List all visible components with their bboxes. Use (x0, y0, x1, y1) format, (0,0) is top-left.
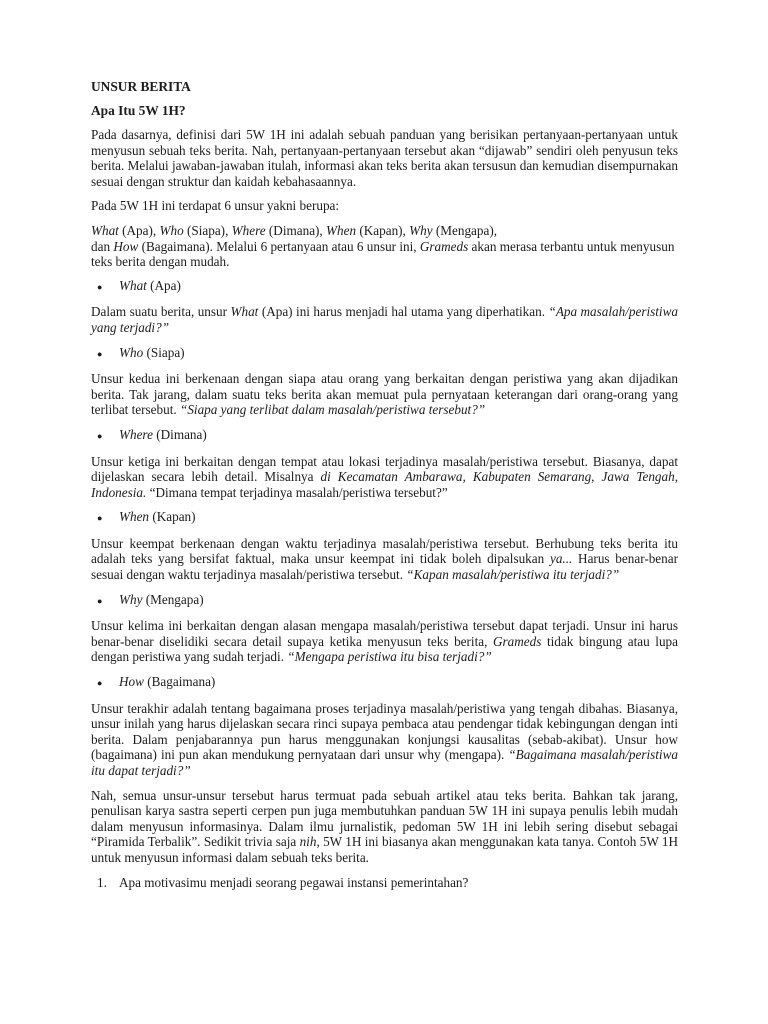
bullet-icon: ● (97, 281, 103, 292)
bullet-icon: ● (97, 513, 103, 524)
bullet-item-why: ● Why (Mengapa) (91, 592, 678, 610)
bullet-icon: ● (97, 678, 103, 689)
document-title: UNSUR BERITA (91, 79, 191, 94)
who-paragraph: Unsur kedua ini berkenaan dengan siapa atau orang yang berkaitan dengan peristiwa yang akan dijadikan berita. Tak jarang, dalam suatu teks berita akan memuat pula pernyataan keterangan dari orang-orang yang terlibat tersebut. “Siapa yang terlibat dalam masalah/peristiwa tersebut?” (91, 371, 678, 418)
closing-paragraph: Nah, semua unsur-unsur tersebut harus termuat pada sebuah artikel atau teks berita. Bahkan tak jarang, penulisan karya sastra seperti cerpen pun juga membutuhkan panduan 5W 1H ini supaya penulis lebih mudah dalam menyusun informasinya. Dalam ilmu jurnalistik, pedoman 5W 1H ini lebih sering disebut sebagai “Piramida Terbalik”. Sedikit trivia saja nih, 5W 1H ini biasanya akan menggunakan kata tanya. Contoh 5W 1H untuk menyusun informasi dalam sebuah teks berita. (91, 787, 678, 865)
term-grameds: Grameds (419, 238, 469, 254)
bullet-icon: ● (97, 348, 103, 359)
term-how: How (113, 238, 139, 254)
bullet-item-where: ● Where (Dimana) (91, 427, 678, 445)
term-where: Where (231, 222, 266, 238)
numbered-item-1: 1. Apa motivasimu menjadi seorang pegawai instansi pemerintahan? (97, 874, 469, 890)
what-paragraph: Dalam suatu berita, unsur What (Apa) ini harus menjadi hal utama yang diperhatikan. “Apa masalah/peristiwa yang terjadi?” (91, 304, 678, 335)
section-heading: Apa Itu 5W 1H? (91, 103, 186, 118)
term-why: Why (409, 222, 433, 238)
when-paragraph: Unsur keempat berkenaan dengan waktu terjadinya masalah/peristiwa tersebut. Berhubung teks berita itu adalah teks yang bersifat faktual, maka unsur keempat ini tidak boleh dipalsukan ya... Harus benar-benar sesuai dengan waktu terjadinya masalah/peristiwa tersebut. “Kapan masalah/peristiwa itu terjadi?” (91, 535, 678, 583)
bullet-icon: ● (97, 595, 103, 606)
term-who: Who (159, 222, 184, 238)
bullet-icon: ● (97, 430, 103, 441)
where-paragraph: Unsur ketiga ini berkaitan dengan tempat atau lokasi terjadinya masalah/peristiwa tersebut. Biasanya, dapat dijelaskan secara lebih detail. Misalnya di Kecamatan Ambarawa, Kabupaten Semarang, Jawa Tengah, Indonesia. “Dimana tempat terjadinya masalah/peristiwa tersebut?” (91, 453, 678, 500)
elements-list-paragraph: What (Apa), Who (Siapa), Where (Dimana), When (Kapan), Why (Mengapa), dan How (Bagaimana). Melalui 6 pertanyaan atau 6 unsur ini, Grameds akan merasa terbantu untuk menyusun teks berita dengan mudah. (91, 222, 675, 270)
bullet-item-what: ● What (Apa) (91, 278, 678, 296)
intro-paragraph: Pada dasarnya, definisi dari 5W 1H ini adalah sebuah panduan yang berisikan pertanyaan-pertanyaan untuk menyusun sebuah teks berita. Nah, pertanyaan-pertanyaan tersebut akan “dijawab” sendiri oleh penyusun teks berita. Melalui jawaban-jawaban itulah, informasi akan teks berita akan tersusun dan kemudian disempurnakan sesuai dengan struktur dan kaidah kebahasaannya. (91, 127, 678, 189)
bullet-item-when: ● When (Kapan) (91, 509, 678, 527)
term-when: When (326, 222, 357, 238)
bullet-item-who: ● Who (Siapa) (91, 345, 678, 363)
term-what: What (91, 222, 119, 238)
bullet-item-how: ● How (Bagaimana) (91, 674, 678, 692)
count-paragraph: Pada 5W 1H ini terdapat 6 unsur yakni berupa: (91, 198, 340, 214)
how-paragraph: Unsur terakhir adalah tentang bagaimana proses terjadinya masalah/peristiwa yang tengah dibahas. Biasanya, unsur inilah yang harus dijelaskan secara rinci supaya pembaca atau pendengar tidak kebingungan dengan inti berita. Dalam penjabarannya pun harus menggunakan konjungsi kausalitas (sebab-akibat). Unsur how (bagaimana) ini pun akan mendukung pernyataan dari unsur why (mengapa). “Bagaimana masalah/peristiwa itu dapat terjadi?” (91, 700, 678, 778)
why-paragraph: Unsur kelima ini berkaitan dengan alasan mengapa masalah/peristiwa tersebut dapat terjadi. Unsur ini harus benar-benar diselidiki secara detail supaya ketika menyusun teks berita, Grameds tidak bingung atau lupa dengan peristiwa yang sudah terjadi. “Mengapa peristiwa itu bisa terjadi?” (91, 618, 678, 665)
